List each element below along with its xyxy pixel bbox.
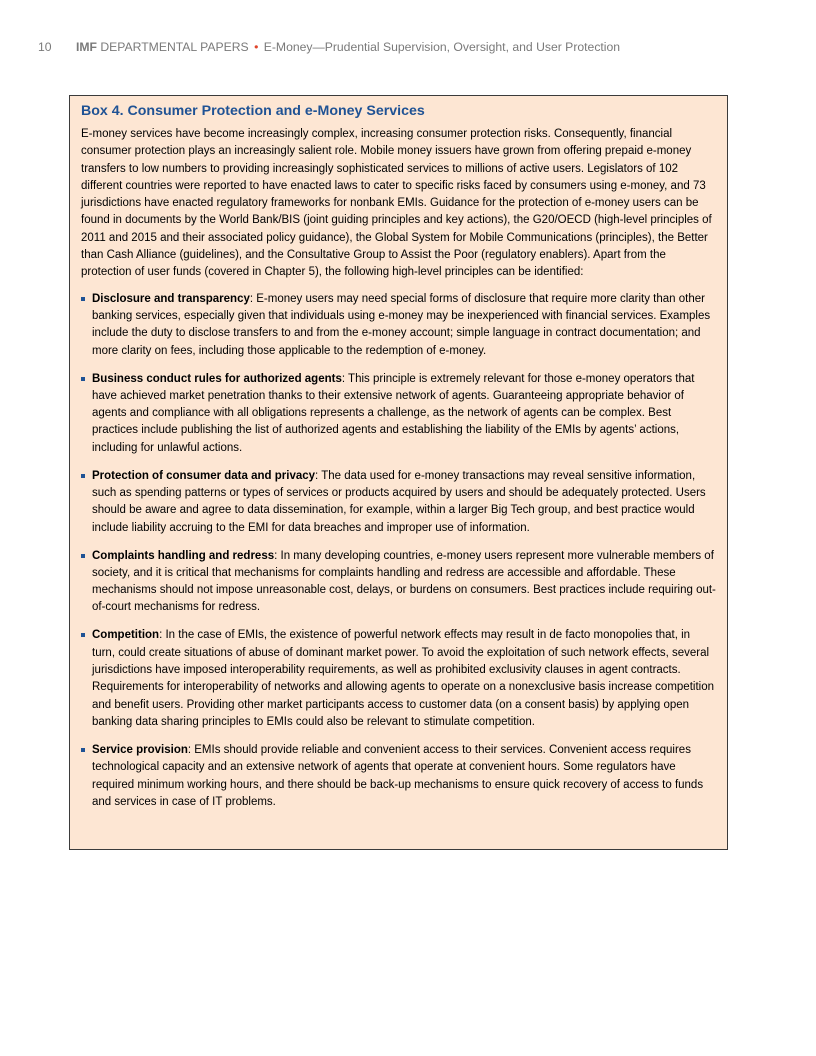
bullet-icon — [81, 474, 85, 478]
bullet-icon — [81, 748, 85, 752]
principle-text: : In many developing countries, e-money users represent more vulnerable members of society, and it is critical that mechanisms for complaints handling and redress are accessible and affordable. These mechanisms should not impose unreasonable cost, delays, or burdens on consumers. Best practices include requiring out-of-court mechanisms for redress. — [92, 549, 716, 614]
principle-text: : In the case of EMIs, the existence of powerful network effects may result in de facto monopolies that, in turn, could create situations of abuse of dominant market power. To avoid the exploitation of such network effects, several jurisdictions have imposed interoperability requirements, as well as prohibited exclusivity clauses in agent contracts. Requirements for interoperability of networks and allowing agents to operate on a nonexclusive basis increase competition and benefit users. Providing other market participants access to customer data (on a consent basis) by applying open banking data sharing principles to EMIs could also be relevant to stimulate competition. — [92, 629, 714, 728]
series-label: DEPARTMENTAL PAPERS — [96, 40, 253, 54]
box-intro-paragraph: E-money services have become increasingly complex, increasing consumer protection risks. Consequently, financial consumer protection plays an increasingly salient role. Mobile money issuers have grown from offering prepaid e-money transfers to low numbers to providing increasingly sophisticated services to millions of active users. Legislators of 102 different countries were reported to have enacted laws to cater to specific risks faced by consumers using e-money, and 73 jurisdictions have enacted regulatory frameworks for nonbank EMIs. Guidance for the protection of e-money users can be found in documents by the World Bank/BIS (joint guiding principles and key actions), the G20/OECD (high-level principles of 2011 and 2015 and their associated policy guidance), the Global System for Mobile Communications (principles), the Better than Cash Alliance (guidelines), and the Consultative Group to Assist the Poor (regulatory enablers). Apart from the protection of user funds (covered in Chapter 5), the following high-level principles can be identified: — [81, 128, 712, 279]
principle-term: Disclosure and transparency — [92, 292, 250, 305]
bullet-icon — [81, 297, 85, 301]
principle-term: Service provision — [92, 743, 188, 756]
principle-term: Competition — [92, 629, 160, 642]
bullet-icon — [81, 377, 85, 381]
principle-text: : EMIs should provide reliable and convenient access to their services. Convenient access requires technological capacity and an extensive network of agents that operate at convenient hours. Some regulators have required minimum working hours, and there should be back-up mechanisms to ensure quick recovery of access to funds and services in case of IT problems. — [92, 743, 704, 808]
principle-term: Business conduct rules for authorized agents — [92, 372, 342, 385]
box-4-consumer-protection — [69, 95, 728, 850]
principle-text: : The data used for e-money transactions may reveal sensitive information, such as spending patterns or types of services or products acquired by users and should be adequately protected. Users should be aware and agree to data dissemination, for example, within a larger Big Tech group, and best practice would include liability accruing to the EMI for data breaches and improper use of information. — [92, 469, 706, 534]
document-title: E-Money—Prudential Supervision, Oversight, and User Protection — [260, 40, 621, 54]
principle-item — [81, 468, 716, 537]
principle-term: Complaints handling and redress — [92, 549, 275, 562]
principle-item — [81, 742, 716, 811]
principle-item — [81, 371, 716, 457]
box-title: Box 4. Consumer Protection and e-Money Services — [81, 103, 425, 119]
principles-list — [81, 291, 716, 811]
header-separator: • — [254, 40, 259, 54]
principle-term: Protection of consumer data and privacy — [92, 469, 316, 482]
principle-item — [81, 291, 716, 360]
bullet-icon — [81, 554, 85, 558]
bullet-icon — [81, 633, 85, 637]
running-header — [38, 40, 620, 54]
principle-text: : E-money users may need special forms of disclosure that require more clarity than other banking services, especially given that individuals using e-money may be inexperienced with financial services. Examples include the duty to disclose transfers to and from the e-money account; simple language in contract documentation; and more clarity on fees, including those applicable to the redemption of e-money. — [92, 292, 711, 357]
principle-item — [81, 548, 716, 617]
principle-item — [81, 627, 716, 731]
page-number: 10 — [38, 40, 52, 54]
principle-text: : This principle is extremely relevant for those e-money operators that have achieved market penetration thanks to their extensive network of agents. Guaranteeing appropriate behavior of agents and compliance with all obligations represents a challenge, as the network of agents can be complex. Best practices include publishing the list of authorized agents and establishing the liability of the EMIs by agents’ actions, including for unlawful actions. — [92, 372, 695, 454]
series-name: IMF — [76, 40, 97, 54]
